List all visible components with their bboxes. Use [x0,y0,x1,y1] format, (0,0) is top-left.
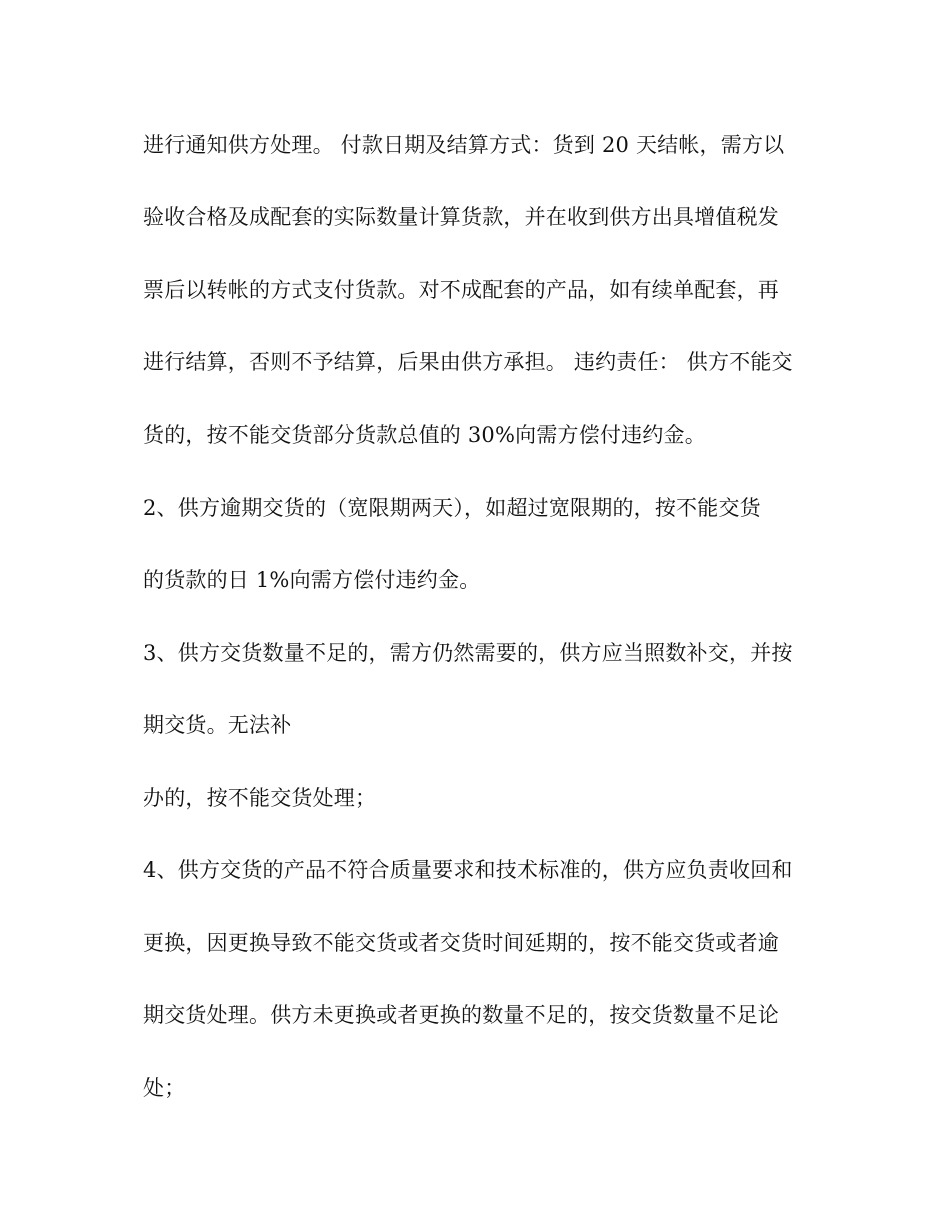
text-line: 3、供方交货数量不足的，需方仍然需要的，供方应当照数补交，并按 [143,641,793,665]
text-line: 更换，因更换导致不能交货或者交货时间延期的，按不能交货或者逾 [143,931,779,955]
text-line: 验收合格及成配套的实际数量计算货款，并在收到供方出具增值税发 [143,205,779,229]
text-line: 货的，按不能交货部分货款总值的 30%向需方偿付违约金。 [143,423,706,447]
text-line: 处； [143,1076,186,1100]
text-line: 期交货处理。供方未更换或者更换的数量不足的，按交货数量不足论 [143,1003,779,1027]
text-line: 的货款的日 1%向需方偿付违约金。 [143,568,481,592]
text-line: 4、供方交货的产品不符合质量要求和技术标准的，供方应负责收回和 [143,858,793,882]
text-line: 进行结算，否则不予结算，后果由供方承担。 违约责任： 供方不能交 [143,350,793,374]
text-line: 2、供方逾期交货的（宽限期两天），如超过宽限期的，按不能交货 [143,496,761,520]
text-line: 办的，按不能交货处理； [143,786,377,810]
text-line: 进行通知供方处理。 付款日期及结算方式：货到 20 天结帐，需方以 [143,133,785,157]
text-line: 期交货。无法补 [143,713,292,737]
text-line: 票后以转帐的方式支付货款。对不成配套的产品，如有续单配套，再 [143,278,779,302]
